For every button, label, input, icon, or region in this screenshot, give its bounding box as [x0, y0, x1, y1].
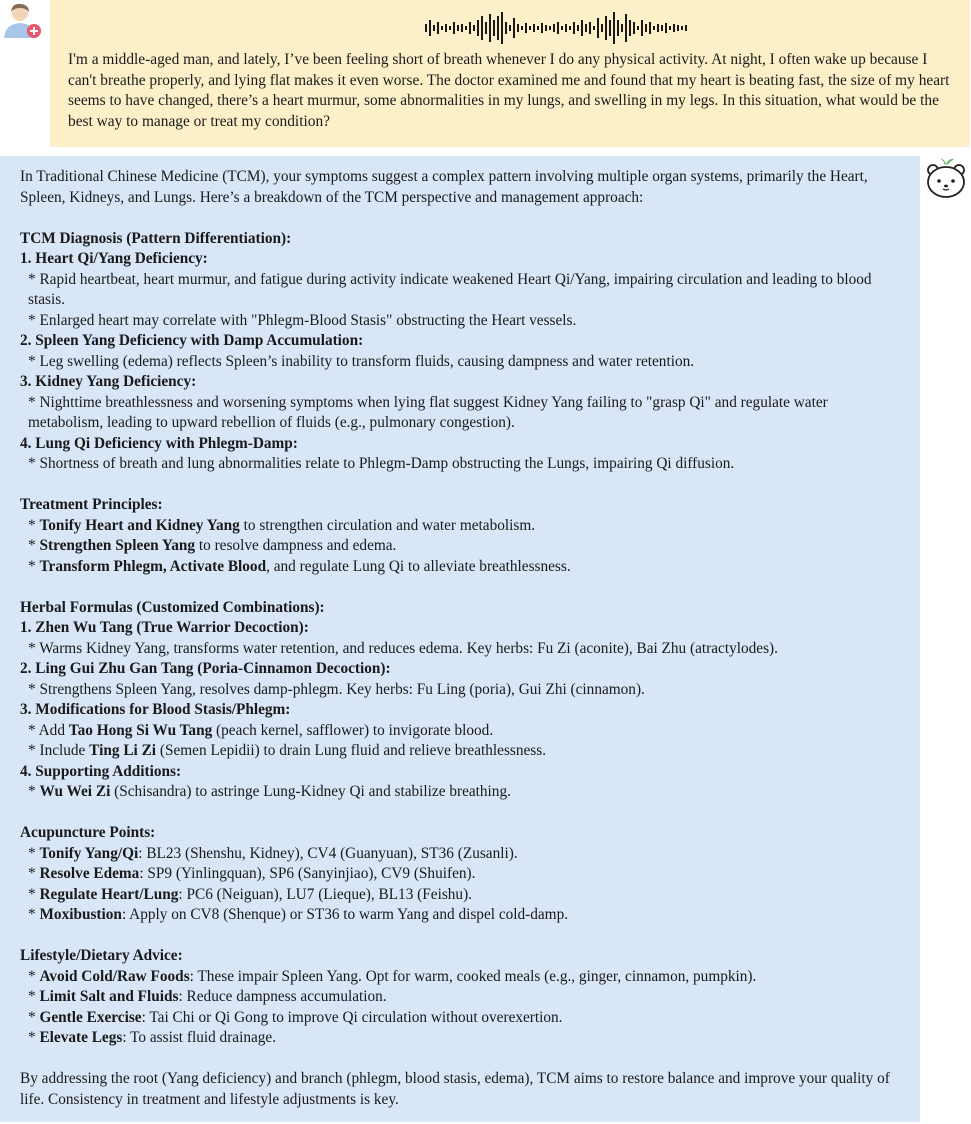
lifestyle-item: * Gentle Exercise: Tai Chi or Qi Gong to improve Qi circulation without overexertion.	[28, 1008, 563, 1026]
diagnosis-item-title: 1. Heart Qi/Yang Deficiency:	[20, 250, 208, 267]
diagnosis-item-title: 4. Lung Qi Deficiency with Phlegm-Damp:	[20, 434, 298, 452]
lifestyle-item: * Limit Salt and Fluids: Reduce dampness accumulation.	[28, 988, 387, 1005]
conclusion-paragraph: By addressing the root (Yang deficiency) and branch (phlegm, blood stasis, edema), TCM aims to restore balance and improve your quality of life. Consistency in treatment and lifestyle adjustments is key.	[20, 1070, 890, 1108]
acupuncture-item: * Moxibustion: Apply on CV8 (Shenque) or ST36 to warm Yang and dispel cold-damp.	[28, 906, 569, 923]
lifestyle-item: * Elevate Legs: To assist fluid drainage.	[28, 1029, 277, 1046]
acupuncture-heading: Acupuncture Points:	[20, 824, 156, 841]
treatment-item: * Transform Phlegm, Activate Blood, and regulate Lung Qi to alleviate breathlessness.	[28, 557, 571, 575]
herbal-heading: Herbal Formulas (Customized Combinations):	[20, 598, 325, 616]
diagnosis-item-title: 3. Kidney Yang Deficiency:	[20, 373, 197, 390]
audio-waveform-icon[interactable]	[423, 8, 693, 48]
user-message-bubble	[50, 0, 970, 147]
treatment-item: * Strengthen Spleen Yang to resolve dampness and edema.	[28, 537, 397, 554]
diagnosis-item-title: 2. Spleen Yang Deficiency with Damp Accumulation:	[20, 332, 364, 349]
herbal-bullet: * Strengthens Spleen Yang, resolves damp-phlegm. Key herbs: Fu Ling (poria), Gui Zhi (cinnamon).	[28, 680, 645, 698]
lifestyle-item: * Avoid Cold/Raw Foods: These impair Spleen Yang. Opt for warm, cooked meals (e.g., ginger, cinnamon, pumpkin).	[28, 967, 757, 985]
acupuncture-item: * Regulate Heart/Lung: PC6 (Neiguan), LU7 (Lieque), BL13 (Feishu).	[28, 885, 472, 903]
user-message-text: I'm a middle-aged man, and lately, I’ve been feeling short of breath whenever I do any physical activity. At night, I often wake up because I can't breathe properly, and lying flat makes it even worse. The doctor examined me and found that my heart is beating fast, the size of my heart seems to have changed, there’s a heart murmur, some abnormalities in my lungs, and swelling in my legs. In this situation, what would be the best way to manage or treat my condition?	[68, 51, 950, 130]
acupuncture-item: * Tonify Yang/Qi: BL23 (Shenshu, Kidney), CV4 (Guanyuan), ST36 (Zusanli).	[28, 844, 518, 862]
lifestyle-heading: Lifestyle/Dietary Advice:	[20, 947, 183, 964]
diagnosis-bullet: * Nighttime breathlessness and worsening symptoms when lying flat suggest Kidney Yang failing to "grasp Qi" and regulate water metabolism, leading to upward rebellion of fluids (e.g., pulmonary congestion).	[28, 393, 828, 431]
diagnosis-heading: TCM Diagnosis (Pattern Differentiation):	[20, 229, 292, 247]
assistant-avatar-icon	[924, 156, 968, 200]
diagnosis-bullet: * Shortness of breath and lung abnormalities relate to Phlegm-Damp obstructing the Lungs, impairing Qi diffusion.	[28, 455, 735, 472]
assistant-message-content	[20, 167, 905, 1110]
treatment-item: * Tonify Heart and Kidney Yang to strengthen circulation and water metabolism.	[28, 516, 536, 534]
herbal-formula-title: 2. Ling Gui Zhu Gan Tang (Poria-Cinnamon Decoction):	[20, 660, 391, 677]
herbal-bullet: * Wu Wei Zi (Schisandra) to astringe Lung-Kidney Qi and stabilize breathing.	[28, 783, 511, 800]
herbal-formula-title: 4. Supporting Additions:	[20, 762, 182, 780]
herbal-bullet: * Include Ting Li Zi (Semen Lepidii) to drain Lung fluid and relieve breathlessness.	[28, 742, 547, 759]
herbal-formula-title: 1. Zhen Wu Tang (True Warrior Decoction):	[20, 619, 309, 636]
treatment-heading: Treatment Principles:	[20, 496, 163, 513]
intro-paragraph: In Traditional Chinese Medicine (TCM), your symptoms suggest a complex pattern involving multiple organ systems, primarily the Heart, Spleen, Kidneys, and Lungs. Here’s a breakdown of the TCM perspective and management approach:	[20, 168, 868, 206]
herbal-bullet: * Warms Kidney Yang, transforms water retention, and reduces edema. Key herbs: Fu Zi (aconite), Bai Zhu (atractylodes).	[28, 639, 778, 657]
diagnosis-bullet: * Enlarged heart may correlate with "Phlegm-Blood Stasis" obstructing the Heart vessels.	[28, 311, 577, 329]
user-avatar-icon	[2, 0, 44, 42]
herbal-bullet: * Add Tao Hong Si Wu Tang (peach kernel, safflower) to invigorate blood.	[28, 721, 494, 739]
diagnosis-bullet: * Leg swelling (edema) reflects Spleen’s inability to transform fluids, causing dampness and water retention.	[28, 352, 695, 370]
assistant-message-bubble	[0, 156, 920, 1122]
herbal-formula-title: 3. Modifications for Blood Stasis/Phlegm:	[20, 701, 291, 718]
diagnosis-bullet: * Rapid heartbeat, heart murmur, and fatigue during activity indicate weakened Heart Qi/Yang, impairing circulation and leading to blood stasis.	[28, 270, 872, 308]
acupuncture-item: * Resolve Edema: SP9 (Yinlingquan), SP6 (Sanyinjiao), CV9 (Shuifen).	[28, 865, 476, 882]
